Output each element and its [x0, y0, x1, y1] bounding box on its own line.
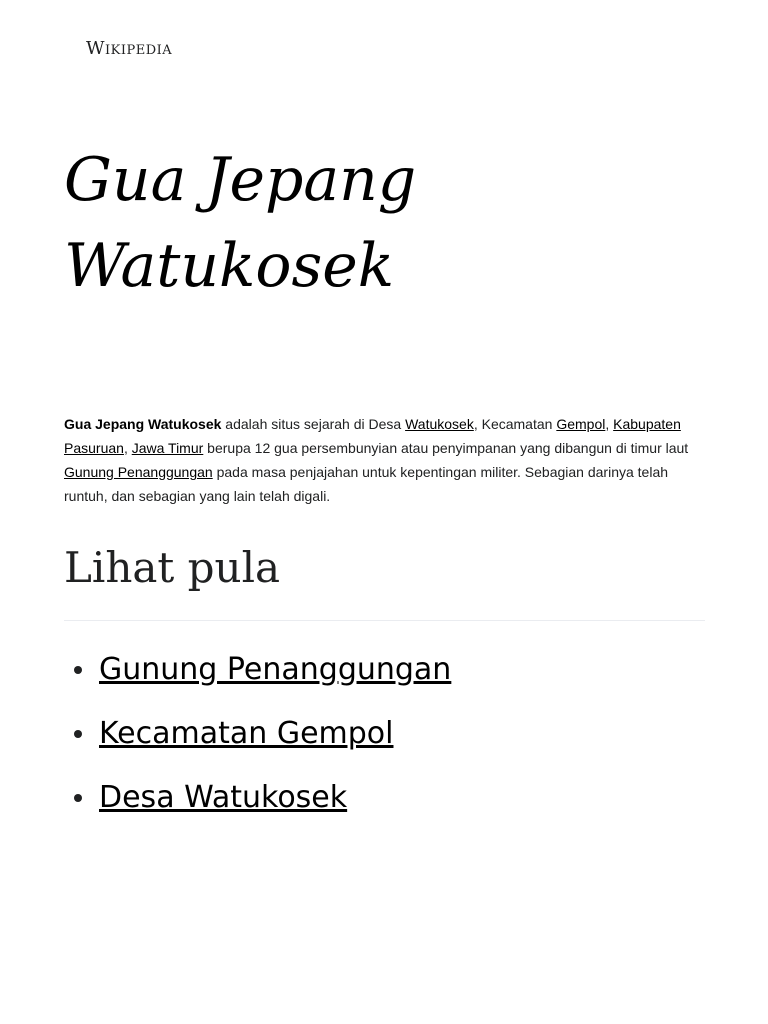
intro-bold-term: Gua Jepang Watukosek	[64, 416, 222, 432]
section-heading-see-also: Lihat pula	[64, 543, 281, 592]
bullet-icon	[74, 666, 82, 674]
link-gempol[interactable]: Gempol	[556, 416, 606, 432]
intro-text: adalah situs sejarah di Desa	[221, 416, 406, 432]
bullet-icon	[74, 794, 82, 802]
list-item	[64, 774, 451, 838]
intro-text: pada masa penjajahan untuk kepentingan militer. Sebagian darinya telah runtuh, dan sebagian yang lain telah digali.	[64, 464, 669, 504]
link-gunung-penanggungan[interactable]: Gunung Penanggungan	[64, 464, 213, 480]
intro-text: , Kecamatan	[473, 416, 557, 432]
see-also-link-desa-watukosek[interactable]: Desa Watukosek	[99, 780, 348, 815]
intro-text: ,	[605, 416, 614, 432]
list-item	[64, 710, 451, 774]
list-item	[64, 646, 451, 710]
link-jawa-timur[interactable]: Jawa Timur	[131, 440, 204, 456]
intro-text: berupa 12 gua persembunyian atau penyimpanan yang dibangun di timur laut	[203, 440, 689, 456]
page-title: Gua Jepang Watukosek	[64, 145, 417, 301]
see-also-list	[64, 646, 451, 838]
see-also-link-gunung-penanggungan[interactable]: Gunung Penanggungan	[99, 652, 452, 687]
wikipedia-logo[interactable]: Wikipedia	[86, 38, 173, 59]
intro-paragraph	[64, 412, 712, 508]
section-divider	[64, 620, 705, 621]
link-watukosek[interactable]: Watukosek	[405, 416, 474, 432]
link-kabupaten-pasuruan[interactable]: Kabupaten Pasuruan	[64, 416, 681, 456]
intro-text: ,	[123, 440, 132, 456]
bullet-icon	[74, 730, 82, 738]
see-also-link-kecamatan-gempol[interactable]: Kecamatan Gempol	[99, 716, 394, 751]
